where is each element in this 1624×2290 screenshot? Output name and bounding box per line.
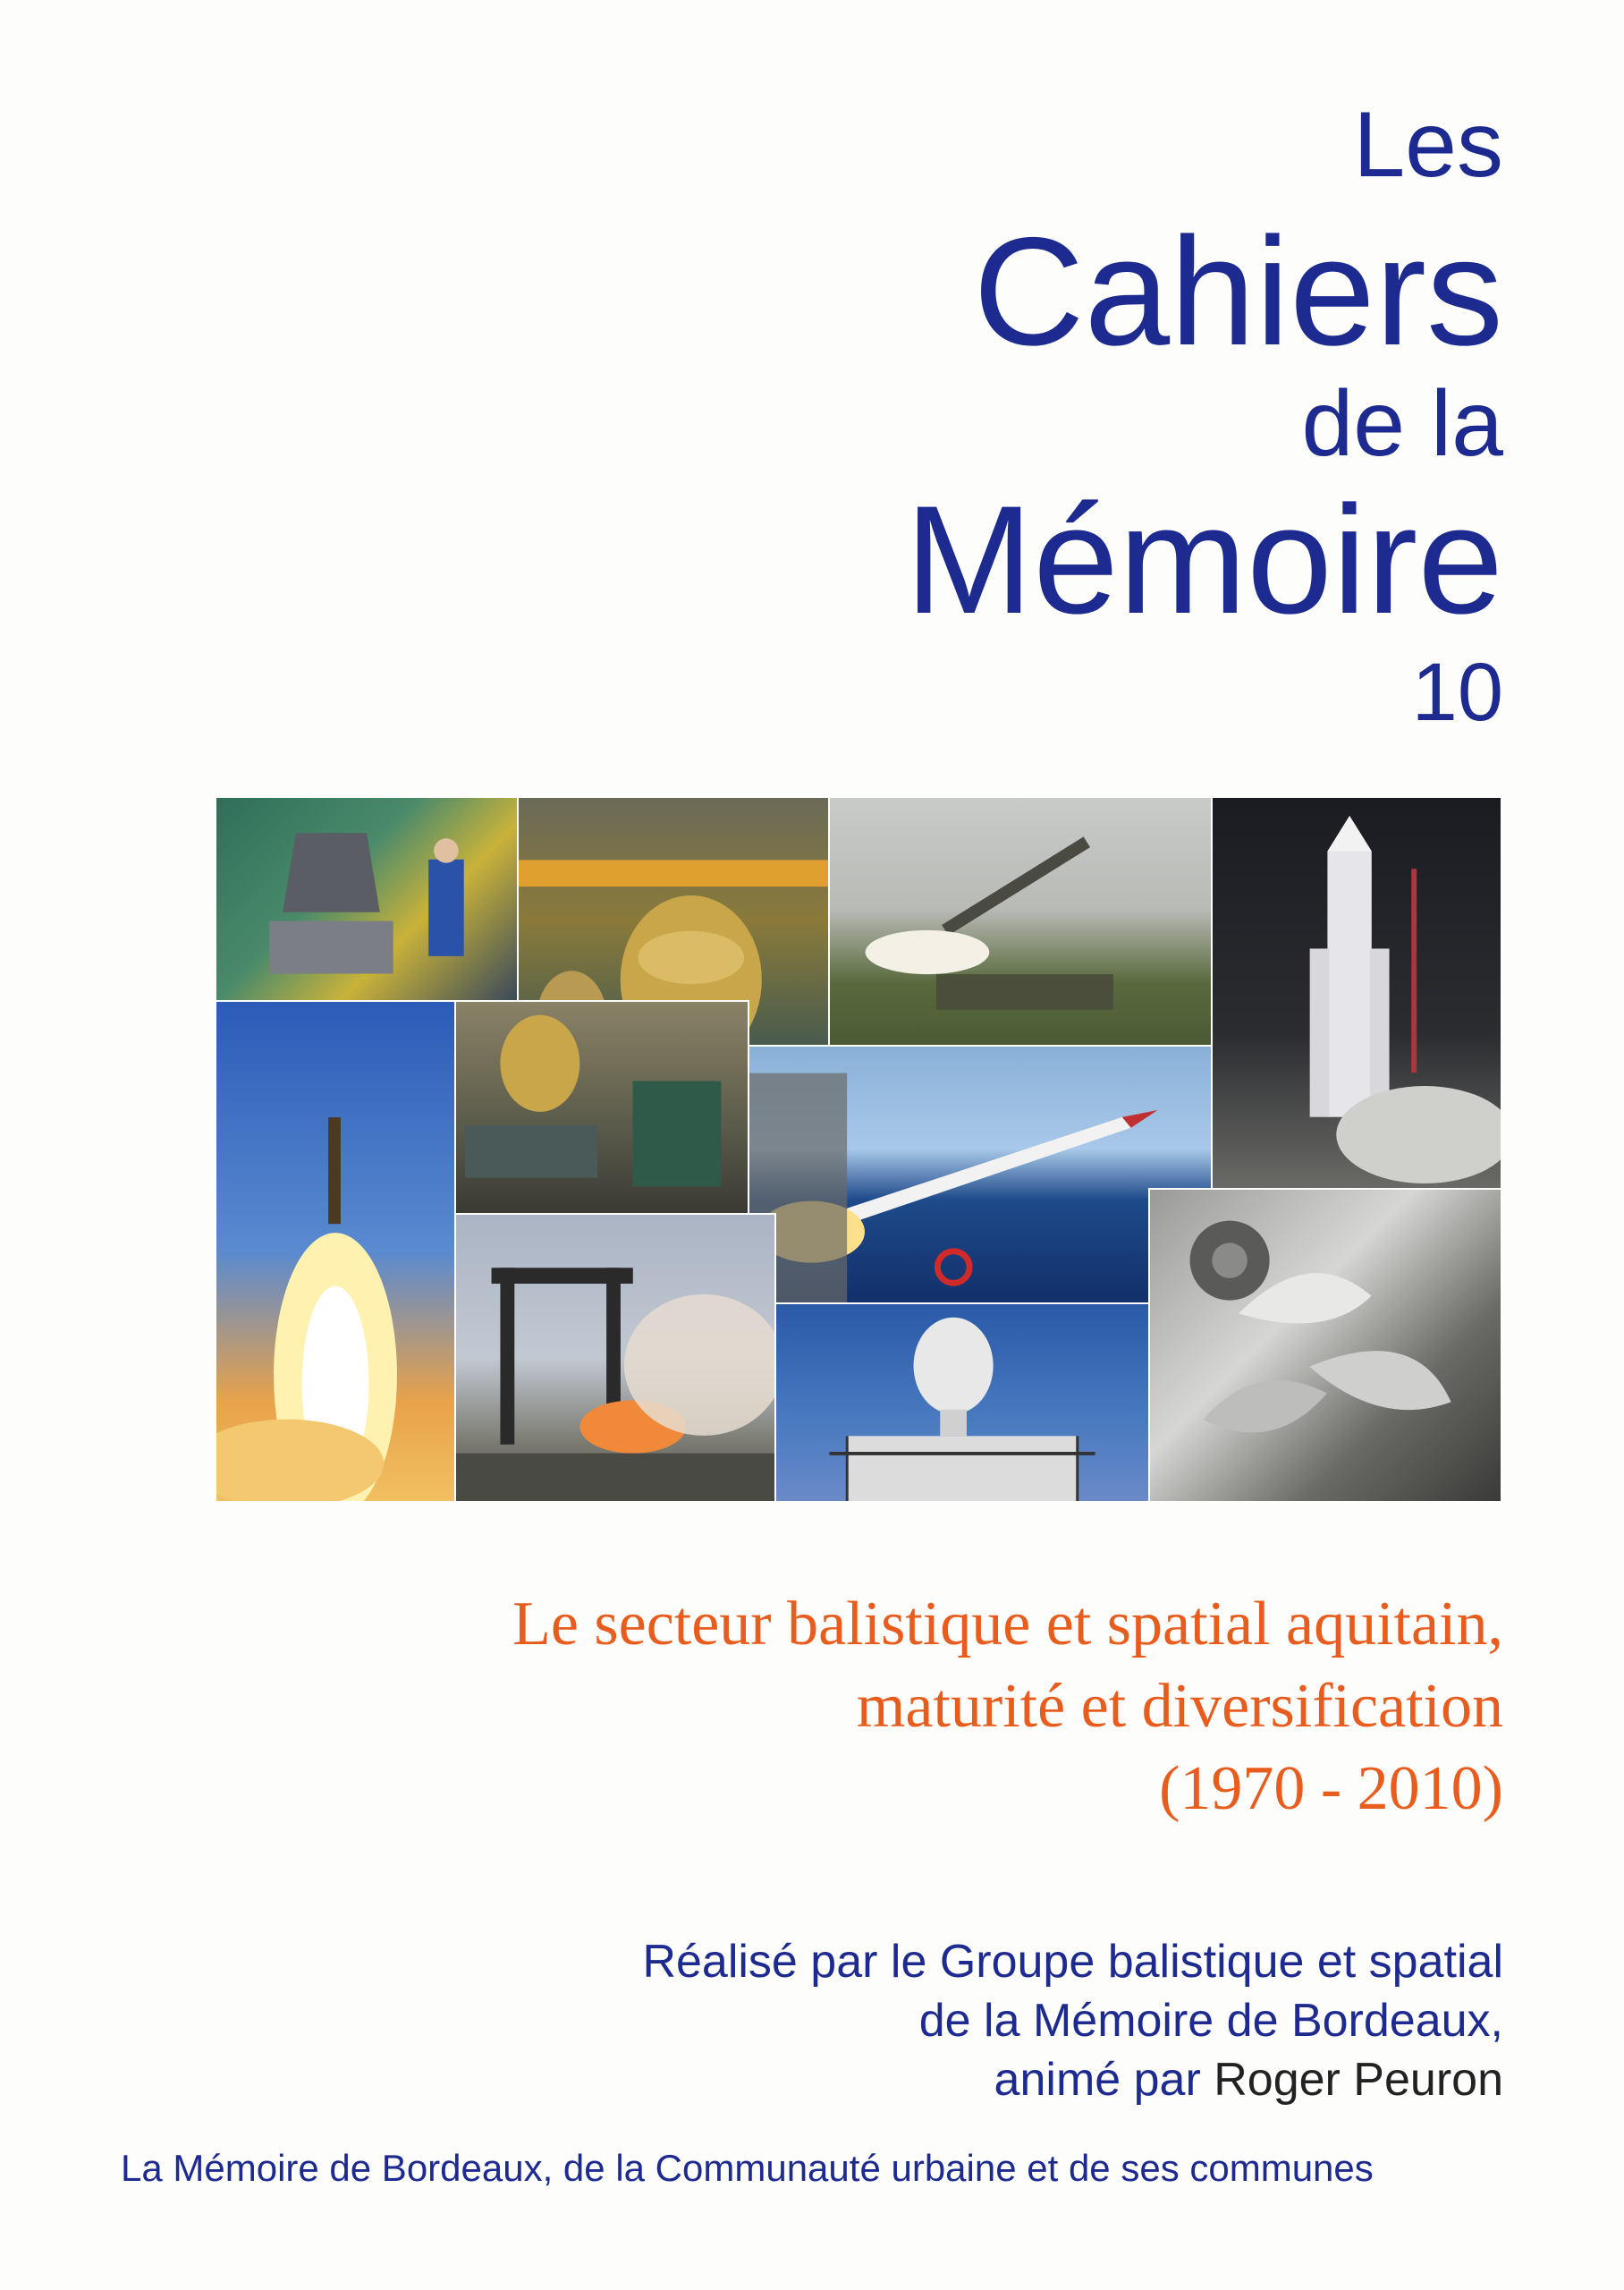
author-name: Roger Peuron xyxy=(1214,2054,1503,2106)
credits-line-2: de la Mémoire de Bordeaux, xyxy=(918,1995,1503,2047)
credits-prefix: animé par xyxy=(994,2054,1201,2106)
photo-test-gantry xyxy=(454,1213,776,1503)
credits-block xyxy=(162,1932,1503,2109)
cover-subtitle xyxy=(162,1583,1503,1830)
title-de-la: de la xyxy=(1301,372,1503,476)
title-cahiers: Cahiers xyxy=(973,206,1503,377)
subtitle-line-2: maturité et diversification xyxy=(856,1672,1503,1741)
photo-ariane-rocket xyxy=(1211,796,1502,1190)
photo-naval-missile xyxy=(748,1045,1213,1304)
photo-factory-cone xyxy=(215,796,519,1002)
photo-control-room xyxy=(454,1000,749,1215)
credits-line-3 xyxy=(162,2050,1503,2109)
photo-turbine xyxy=(1148,1188,1502,1503)
title-memoire: Mémoire xyxy=(904,474,1503,646)
photo-collage xyxy=(215,796,1502,1503)
cover-title xyxy=(430,93,1503,738)
photo-missile-truck xyxy=(828,796,1213,1047)
title-les: Les xyxy=(1353,93,1503,197)
credits-line-1: Réalisé par le Groupe balistique et spatial xyxy=(642,1936,1503,1988)
photo-radar xyxy=(774,1302,1150,1503)
subtitle-years: (1970 - 2010) xyxy=(1159,1754,1503,1823)
issue-number: 10 xyxy=(1411,647,1503,738)
photo-night-launch xyxy=(215,1000,456,1503)
subtitle-line-1: Le secteur balistique et spatial aquitain, xyxy=(512,1590,1503,1658)
publisher-footer: La Mémoire de Bordeaux, de la Communauté urbaine et de ses communes xyxy=(121,2147,1374,2189)
